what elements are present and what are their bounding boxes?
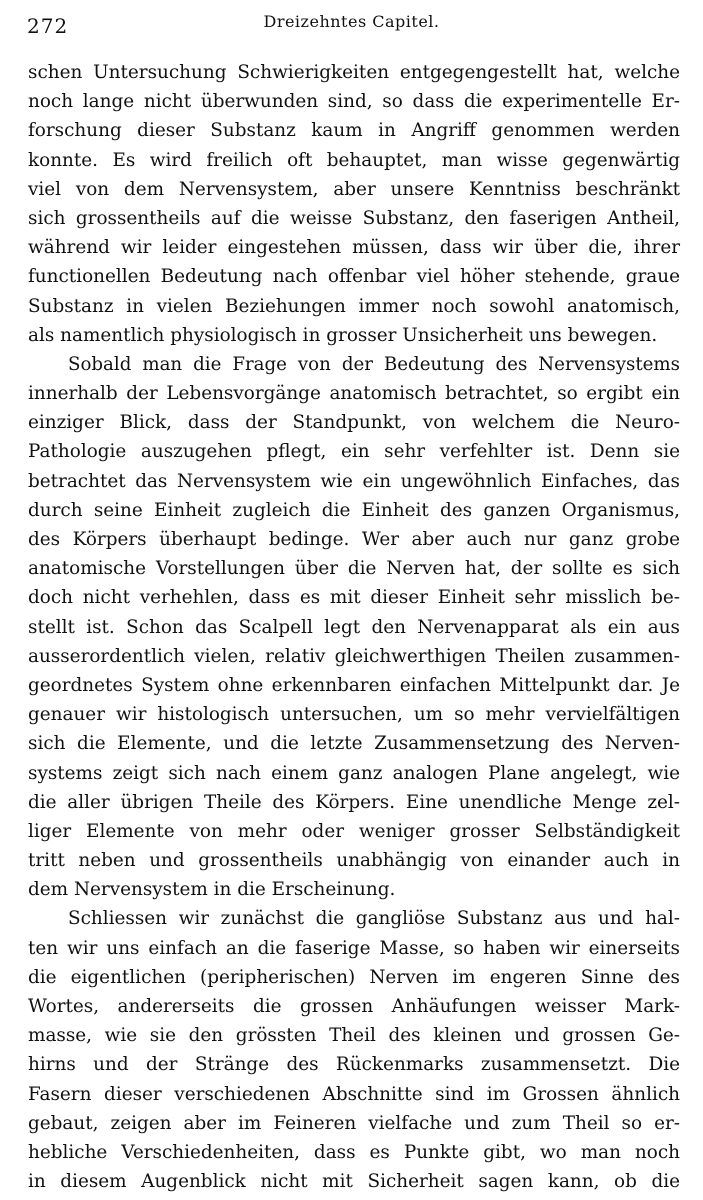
text-line: gebaut, zeigen aber im Feineren vielfache und zum Theil so er-: [28, 1112, 680, 1134]
text-line: die eigentlichen (peripherischen) Nerven im engeren Sinne des: [28, 966, 680, 988]
text-line: Fasern dieser verschiedenen Abschnitte sind im Grossen ähnlich: [28, 1083, 680, 1105]
text-line: einziger Blick, dass der Standpunkt, von welchem die Neuro-: [28, 412, 680, 434]
text-line: durch seine Einheit zugleich die Einheit des ganzen Organismus,: [28, 499, 680, 521]
text-line: des Körpers überhaupt bedinge. Wer aber auch nur ganz grobe: [28, 529, 680, 550]
text-line: dem Nervensystem in die Erscheinung.: [28, 879, 396, 901]
text-line: tritt neben und grossentheils unabhängig von einander auch in: [28, 850, 680, 872]
text-line: geordnetes System ohne erkennbaren einfachen Mittelpunkt dar. Je: [28, 674, 680, 696]
text-line: innerhalb der Lebensvorgänge anatomisch betrachtet, so ergibt ein: [28, 383, 680, 405]
text-line: viel von dem Nervensystem, aber unsere Kenntniss beschränkt: [28, 178, 680, 200]
text-line: genauer wir histologisch untersuchen, um so mehr vervielfältigen: [28, 704, 680, 726]
text-line: forschung dieser Substanz kaum in Angriff genommen werden: [28, 120, 680, 142]
text-line: noch lange nicht überwunden sind, so dass die experimentelle Er-: [28, 91, 680, 113]
page-number: 272: [27, 14, 69, 38]
text-line: in diesem Augenblick nicht mit Sicherheit sagen kann, ob die: [28, 1171, 680, 1193]
text-line: systems zeigt sich nach einem ganz analogen Plane angelegt, wie: [28, 762, 680, 784]
text-line: liger Elemente von mehr oder weniger grosser Selbständigkeit: [28, 820, 680, 842]
text-line: sich grossentheils auf die weisse Substanz, den faserigen Antheil,: [28, 207, 680, 229]
text-line: hirns und der Stränge des Rückenmarks zusammensetzt. Die: [28, 1054, 680, 1076]
text-line: die aller übrigen Theile des Körpers. Eine unendliche Menge zel-: [28, 791, 680, 813]
text-line: doch nicht verhehlen, dass es mit dieser Einheit sehr misslich be-: [28, 587, 680, 609]
paragraph-first-line: Sobald man die Frage von der Bedeutung des Nervensystems: [68, 353, 680, 375]
text-line: ausserordentlich vielen, relativ gleichwerthigen Theilen zusammen-: [28, 645, 680, 667]
body-text: [28, 58, 680, 1196]
text-line: Wortes, andererseits die grossen Anhäufungen weisser Mark-: [28, 996, 680, 1017]
text-line: während wir leider eingestehen müssen, dass wir über die, ihrer: [28, 237, 680, 259]
text-line: Pathologie auszugehen pflegt, ein sehr verfehlter ist. Denn sie: [28, 441, 680, 463]
text-line: hebliche Verschiedenheiten, dass es Punkte gibt, wo man noch: [28, 1141, 680, 1163]
text-line: als namentlich physiologisch in grosser Unsicherheit uns bewegen.: [28, 324, 658, 346]
paragraph-first-line: Schliessen wir zunächst die gangliöse Substanz aus und hal-: [68, 908, 680, 930]
running-title: Dreizehntes Capitel.: [263, 12, 440, 31]
text-line: konnte. Es wird freilich oft behauptet, man wisse gegenwärtig: [28, 149, 680, 171]
text-line: Substanz in vielen Beziehungen immer noch sowohl anatomisch,: [28, 295, 680, 317]
text-line: sich die Elemente, und die letzte Zusammensetzung des Nerven-: [28, 733, 680, 755]
text-line: anatomische Vorstellungen über die Nerven hat, der sollte es sich: [28, 558, 680, 580]
text-line: functionellen Bedeutung nach offenbar viel höher stehende, graue: [28, 266, 680, 288]
text-line: masse, wie sie den grössten Theil des kleinen und grossen Ge-: [28, 1025, 680, 1047]
text-line: ten wir uns einfach an die faserige Masse, so haben wir einerseits: [28, 937, 680, 959]
text-line: stellt ist. Schon das Scalpell legt den Nervenapparat als ein aus: [28, 616, 680, 638]
text-line: schen Untersuchung Schwierigkeiten entgegengestellt hat, welche: [28, 62, 680, 83]
text-line: betrachtet das Nervensystem wie ein ungewöhnlich Einfaches, das: [28, 470, 680, 492]
